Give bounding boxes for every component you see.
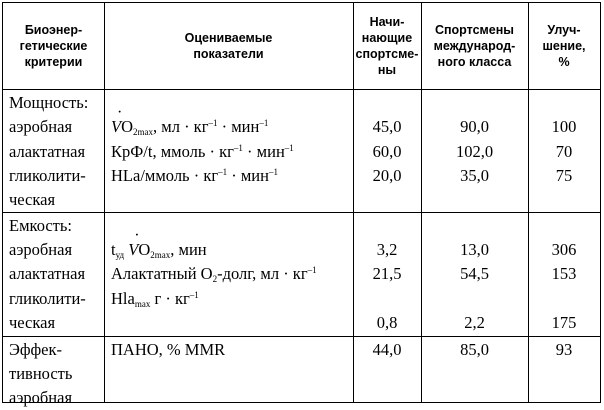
- header-indicators: Оцениваемые показатели: [184, 31, 273, 61]
- capacity-aerobic-criterion: аэробная: [9, 240, 73, 259]
- capacity-glycolytic-improvement: 175: [551, 313, 577, 332]
- power-alactic-beginner: 60,0: [372, 142, 402, 161]
- capacity-alactic-beginner: 21,5: [372, 264, 402, 283]
- efficiency-criterion: Эффек- тивность аэробная: [9, 340, 73, 407]
- efficiency-beginner: 44,0: [372, 340, 402, 359]
- header-international: Спортсмены международ- ного класса: [433, 23, 516, 69]
- capacity-alactic-indicator: Алактатный $O_2$-долг, мл · $кг^{-1}$: [111, 264, 317, 284]
- power-alactic-international: 102,0: [455, 142, 494, 161]
- power-alactic-indicator: КрФ/t, ммоль · $кг^{-1} \cdot мин^{-1}$: [111, 142, 294, 161]
- capacity-aerobic-indicator: $t_{уд} \cdot VO_{2max}$, мин: [111, 238, 207, 262]
- power-aerobic-indicator: · $VO_{2max}$, мл · $кг^{-1} \cdot мин^{-1}$: [111, 115, 268, 139]
- section-title-capacity: Емкость:: [9, 216, 73, 235]
- data-table: [2, 2, 601, 407]
- power-aerobic-beginner: 45,0: [372, 117, 402, 136]
- power-aerobic-criterion: аэробная: [9, 117, 73, 136]
- header-improvement: Улуч- шение, %: [542, 23, 586, 69]
- capacity-aerobic-international: 13,0: [460, 240, 489, 259]
- capacity-glycolytic-international: 2,2: [464, 313, 485, 332]
- power-glycolytic-improvement: 75: [555, 166, 573, 185]
- section-title-power: Мощность:: [9, 93, 89, 112]
- header-criteria: Биоэнер- гетические критерии: [19, 23, 88, 69]
- section-divider-power: [3, 212, 600, 213]
- power-glycolytic-indicator: HLa/ммоль · $кг^{-1} \cdot мин^{-1}$: [111, 166, 278, 185]
- efficiency-indicator: ПАНО, % MMR: [111, 340, 226, 359]
- capacity-glycolytic-criterion: гликолити- ческая: [9, 289, 86, 332]
- power-glycolytic-beginner: 20,0: [372, 166, 402, 185]
- power-glycolytic-international: 35,0: [460, 166, 489, 185]
- power-aerobic-international: 90,0: [460, 117, 489, 136]
- capacity-alactic-improvement: 153: [551, 264, 577, 283]
- power-aerobic-improvement: 100: [551, 117, 577, 136]
- efficiency-international: 85,0: [460, 340, 489, 359]
- capacity-glycolytic-beginner: 0,8: [376, 313, 398, 332]
- capacity-glycolytic-indicator: Hla$_{max}$ $г \cdot кг^{-1}$: [111, 289, 199, 309]
- power-alactic-criterion: алактатная: [9, 142, 86, 161]
- efficiency-improvement: 93: [555, 340, 573, 359]
- capacity-aerobic-beginner: 3,2: [376, 240, 398, 259]
- capacity-alactic-criterion: алактатная: [9, 264, 86, 283]
- header-divider: [3, 89, 600, 90]
- capacity-alactic-international: 54,5: [460, 264, 489, 283]
- section-divider-capacity: [3, 336, 600, 337]
- power-alactic-improvement: 70: [555, 142, 573, 161]
- power-glycolytic-criterion: гликолити- ческая: [9, 166, 86, 209]
- header-beginners: Начи- нающие спортсме- ны: [355, 15, 419, 77]
- capacity-aerobic-improvement: 306: [551, 240, 577, 259]
